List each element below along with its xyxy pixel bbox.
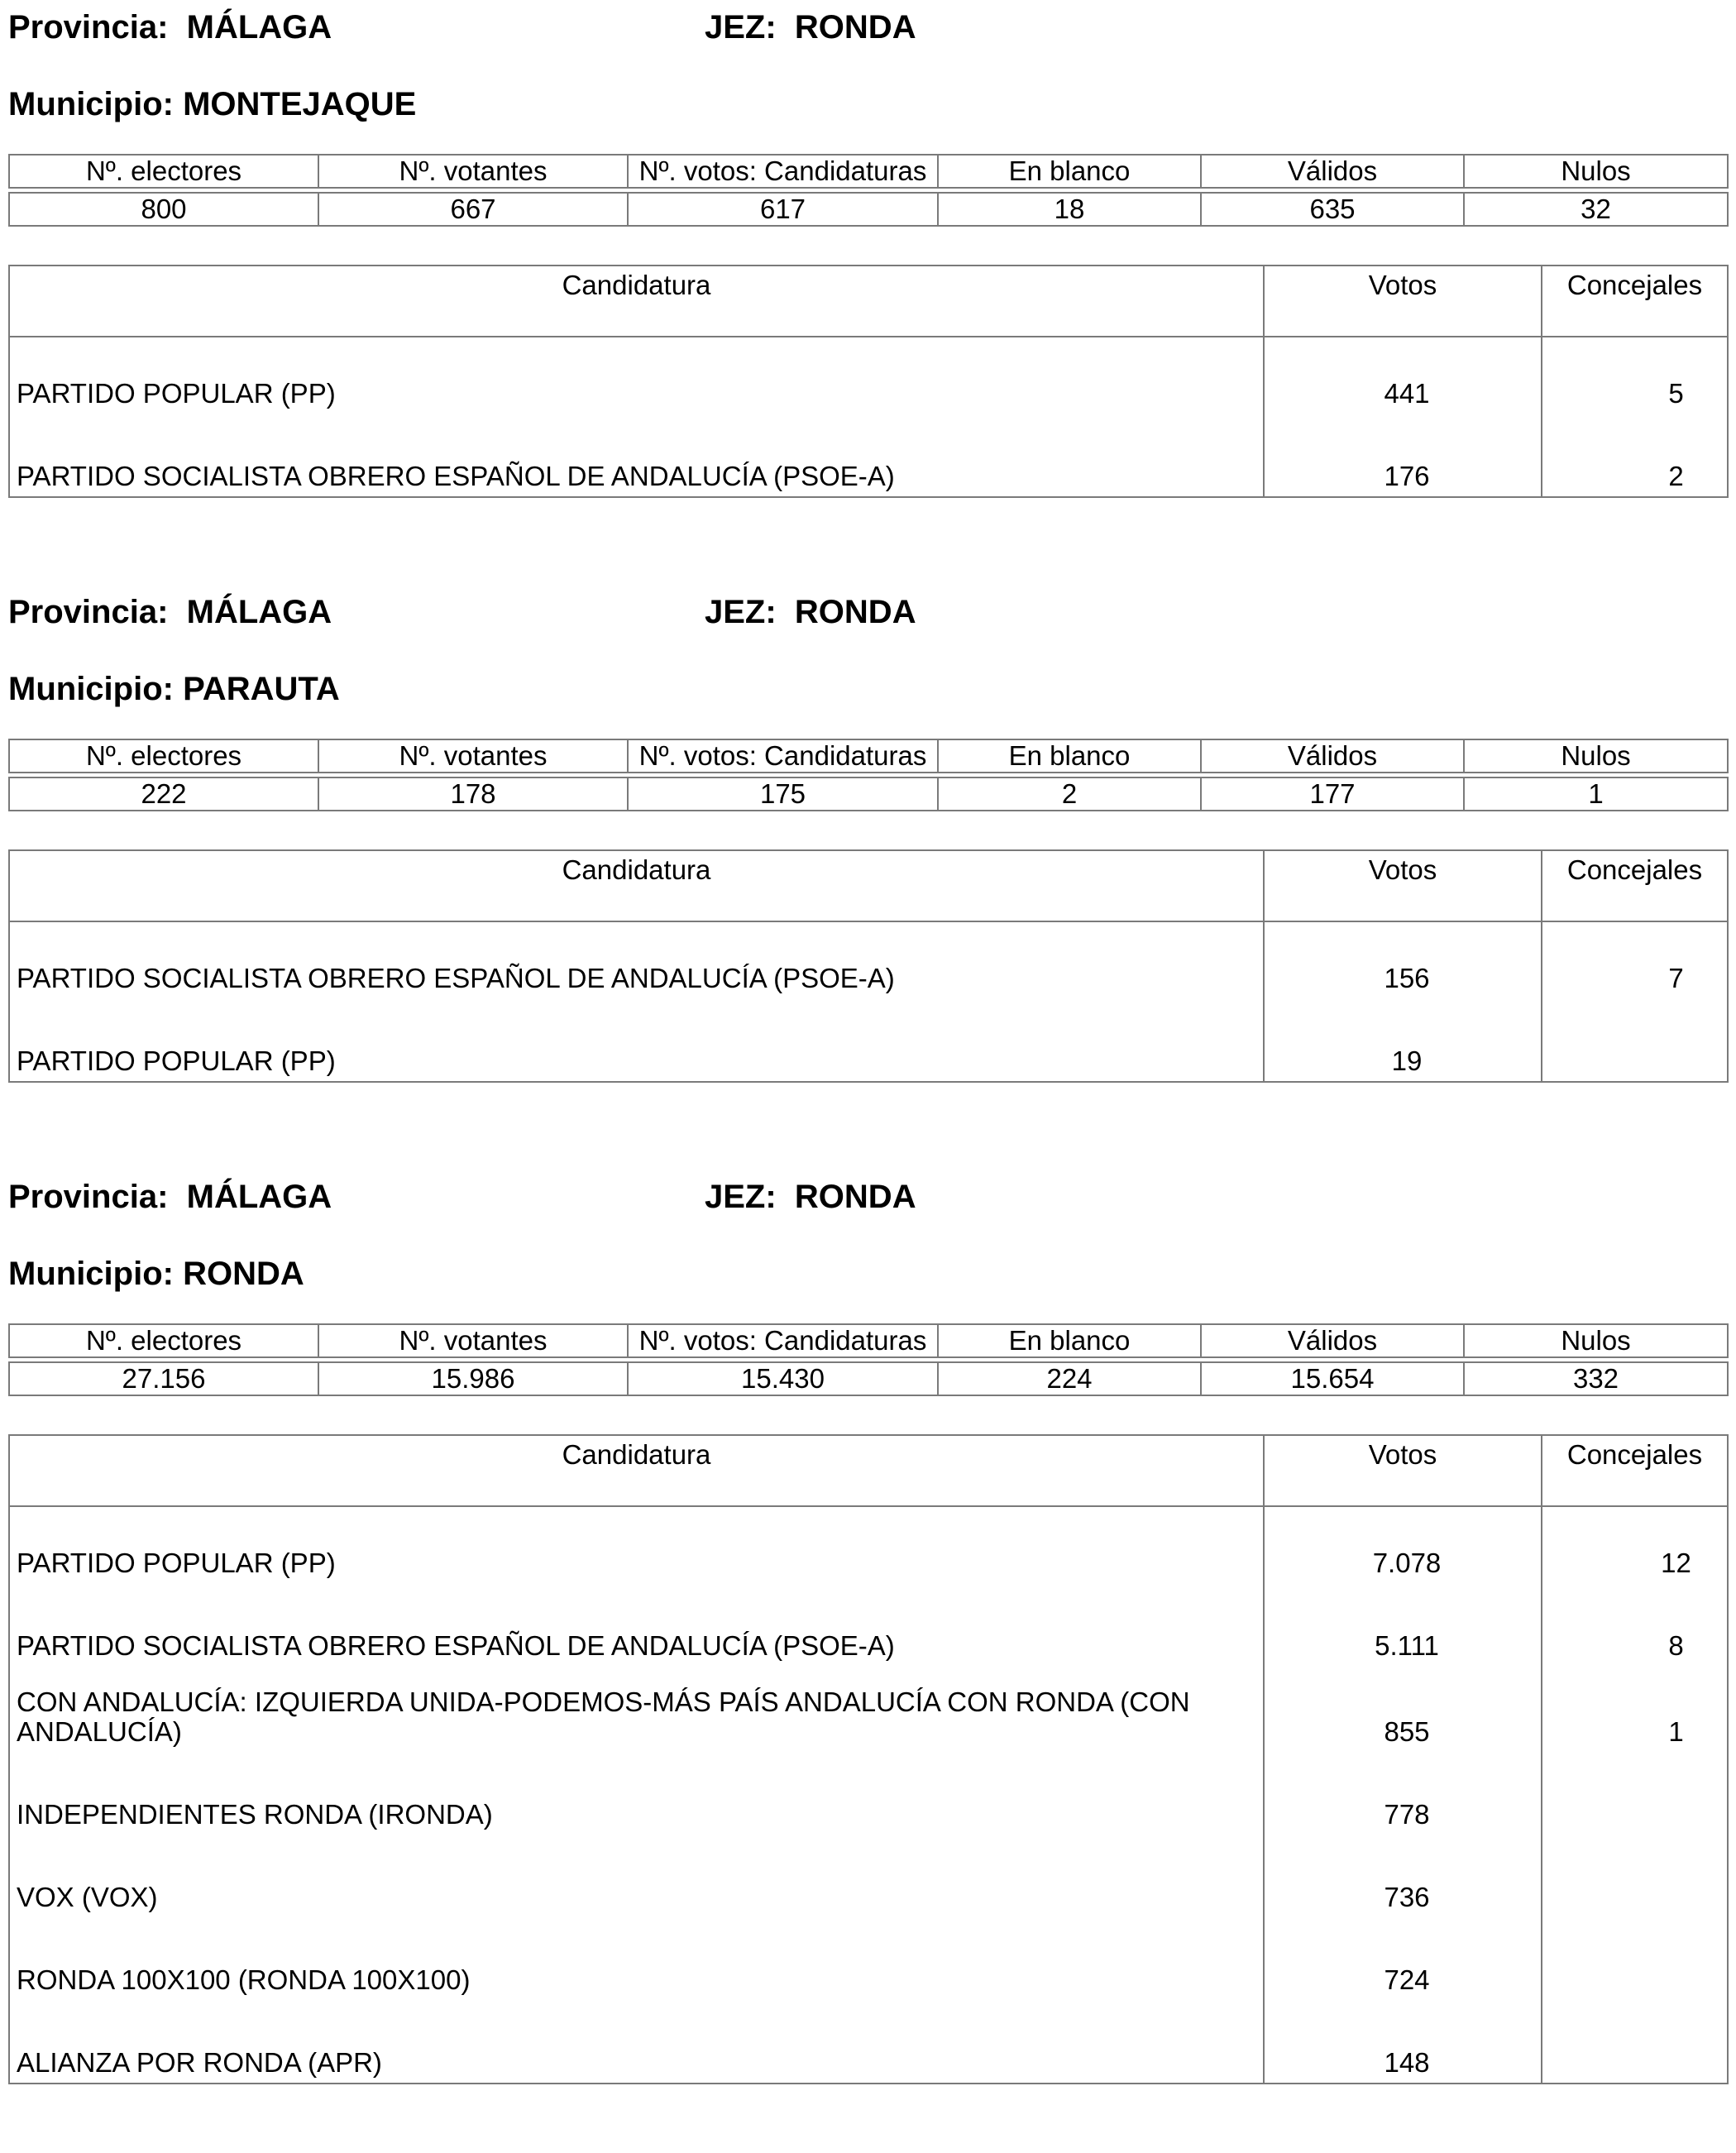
- stats-value: 2: [938, 777, 1201, 811]
- stats-value: 635: [1201, 193, 1464, 226]
- table-row: [9, 1758, 1728, 1841]
- cand-concejales: 12: [1542, 1506, 1728, 1590]
- cand-header: Concejales: [1542, 266, 1728, 337]
- jez-line: JEZ: RONDA: [705, 1179, 916, 1215]
- stats-table: [8, 1323, 1729, 1396]
- stats-header: Nº. votos: Candidaturas: [628, 739, 938, 773]
- stats-value-row: [9, 777, 1728, 811]
- cand-concejales: [1542, 1924, 1728, 2007]
- section-montejaque: [8, 7, 1727, 491]
- cand-votos: 19: [1264, 1005, 1542, 1082]
- candidatura-table: [8, 849, 1729, 1083]
- table-row: [9, 1924, 1728, 2007]
- municipio-value: RONDA: [183, 1256, 304, 1292]
- stats-value: 224: [938, 1362, 1201, 1395]
- cand-name: RONDA 100X100 (RONDA 100X100): [9, 1924, 1264, 2007]
- stats-value: 15.986: [318, 1362, 628, 1395]
- stats-header: Válidos: [1201, 155, 1464, 188]
- cand-name: PARTIDO SOCIALISTA OBRERO ESPAÑOL DE ANDALUCÍA (PSOE-A): [9, 1590, 1264, 1672]
- stats-value: 177: [1201, 777, 1464, 811]
- stats-value: 178: [318, 777, 628, 811]
- candidatura-table: [8, 265, 1729, 498]
- stats-header: Nulos: [1464, 155, 1728, 188]
- stats-value-row: [9, 1362, 1728, 1395]
- municipio-value: PARAUTA: [183, 671, 340, 707]
- table-row: [9, 921, 1728, 1005]
- cand-votos: 736: [1264, 1841, 1542, 1924]
- table-row: [9, 2007, 1728, 2084]
- cand-concejales: 5: [1542, 337, 1728, 420]
- municipio-title: Municipio: MONTEJAQUE: [8, 86, 417, 122]
- cand-votos: 156: [1264, 921, 1542, 1005]
- stats-header: En blanco: [938, 155, 1201, 188]
- stats-header-row: [9, 155, 1728, 188]
- municipio-title: Municipio: RONDA: [8, 1256, 304, 1292]
- cand-concejales: 2: [1542, 420, 1728, 497]
- jez-value: RONDA: [794, 9, 916, 45]
- table-row: [9, 1005, 1728, 1082]
- stats-header: En blanco: [938, 739, 1201, 773]
- cand-header-row: [9, 850, 1728, 921]
- stats-header: Nº. votantes: [318, 155, 628, 188]
- cand-concejales: 1: [1542, 1672, 1728, 1758]
- stats-header-row: [9, 1324, 1728, 1357]
- stats-value: 15.654: [1201, 1362, 1464, 1395]
- stats-value: 1: [1464, 777, 1728, 811]
- cand-header: Votos: [1264, 266, 1542, 337]
- stats-header: Nulos: [1464, 739, 1728, 773]
- stats-header: Nº. electores: [9, 155, 318, 188]
- stats-value: 617: [628, 193, 938, 226]
- candidatura-table: [8, 1434, 1729, 2084]
- stats-value: 18: [938, 193, 1201, 226]
- municipio-title: Municipio: PARAUTA: [8, 671, 340, 707]
- cand-votos: 855: [1264, 1672, 1542, 1758]
- stats-value: 667: [318, 193, 628, 226]
- section-header: [8, 1176, 1727, 1218]
- provincia-value: MÁLAGA: [186, 9, 332, 45]
- jez-line: JEZ: RONDA: [705, 9, 916, 45]
- stats-header: En blanco: [938, 1324, 1201, 1357]
- stats-value: 15.430: [628, 1362, 938, 1395]
- cand-header: Votos: [1264, 850, 1542, 921]
- section-parauta: [8, 591, 1727, 1076]
- cand-votos: 5.111: [1264, 1590, 1542, 1672]
- stats-header: Válidos: [1201, 739, 1464, 773]
- jez-value: RONDA: [794, 594, 916, 630]
- stats-header: Nº. votantes: [318, 1324, 628, 1357]
- stats-value: 175: [628, 777, 938, 811]
- cand-name: VOX (VOX): [9, 1841, 1264, 1924]
- cand-votos: 778: [1264, 1758, 1542, 1841]
- stats-value: 32: [1464, 193, 1728, 226]
- stats-value: 222: [9, 777, 318, 811]
- cand-header: Candidatura: [9, 850, 1264, 921]
- table-row: [9, 337, 1728, 420]
- stats-value: 332: [1464, 1362, 1728, 1395]
- cand-name: CON ANDALUCÍA: IZQUIERDA UNIDA-PODEMOS-MÁS PAÍS ANDALUCÍA CON RONDA (CON ANDALUCÍA): [9, 1672, 1264, 1758]
- jez-value: RONDA: [794, 1179, 916, 1215]
- section-header: [8, 7, 1727, 48]
- stats-value: 27.156: [9, 1362, 318, 1395]
- cand-header-row: [9, 1435, 1728, 1506]
- cand-concejales: [1542, 1005, 1728, 1082]
- cand-votos: 441: [1264, 337, 1542, 420]
- table-row: [9, 1506, 1728, 1590]
- stats-header: Válidos: [1201, 1324, 1464, 1357]
- cand-concejales: [1542, 1841, 1728, 1924]
- provincia-value: MÁLAGA: [186, 594, 332, 630]
- table-row: [9, 1590, 1728, 1672]
- provincia-line: Provincia: MÁLAGA: [8, 1179, 332, 1215]
- cand-name: ALIANZA POR RONDA (APR): [9, 2007, 1264, 2084]
- cand-concejales: [1542, 1758, 1728, 1841]
- stats-value: 800: [9, 193, 318, 226]
- cand-votos: 176: [1264, 420, 1542, 497]
- provincia-line: Provincia: MÁLAGA: [8, 594, 332, 630]
- cand-header-row: [9, 266, 1728, 337]
- cand-concejales: 7: [1542, 921, 1728, 1005]
- stats-table: [8, 739, 1729, 811]
- cand-votos: 148: [1264, 2007, 1542, 2084]
- cand-votos: 7.078: [1264, 1506, 1542, 1590]
- cand-concejales: 8: [1542, 1590, 1728, 1672]
- cand-header: Concejales: [1542, 1435, 1728, 1506]
- cand-name: PARTIDO SOCIALISTA OBRERO ESPAÑOL DE ANDALUCÍA (PSOE-A): [9, 921, 1264, 1005]
- stats-header: Nº. votos: Candidaturas: [628, 155, 938, 188]
- cand-votos: 724: [1264, 1924, 1542, 2007]
- section-header: [8, 591, 1727, 633]
- stats-header-row: [9, 739, 1728, 773]
- stats-header: Nº. electores: [9, 1324, 318, 1357]
- stats-table: [8, 154, 1729, 227]
- cand-header: Votos: [1264, 1435, 1542, 1506]
- cand-header: Candidatura: [9, 1435, 1264, 1506]
- table-row: [9, 1841, 1728, 1924]
- cand-name: PARTIDO POPULAR (PP): [9, 1005, 1264, 1082]
- stats-header: Nulos: [1464, 1324, 1728, 1357]
- cand-header: Concejales: [1542, 850, 1728, 921]
- municipio-value: MONTEJAQUE: [183, 86, 417, 122]
- cand-concejales: [1542, 2007, 1728, 2084]
- section-ronda: [8, 1176, 1727, 2078]
- stats-header: Nº. votantes: [318, 739, 628, 773]
- cand-name: PARTIDO POPULAR (PP): [9, 337, 1264, 420]
- stats-header: Nº. electores: [9, 739, 318, 773]
- cand-name: INDEPENDIENTES RONDA (IRONDA): [9, 1758, 1264, 1841]
- table-row: [9, 420, 1728, 497]
- provincia-line: Provincia: MÁLAGA: [8, 9, 332, 45]
- jez-line: JEZ: RONDA: [705, 594, 916, 630]
- stats-header: Nº. votos: Candidaturas: [628, 1324, 938, 1357]
- cand-name: PARTIDO POPULAR (PP): [9, 1506, 1264, 1590]
- cand-name: PARTIDO SOCIALISTA OBRERO ESPAÑOL DE ANDALUCÍA (PSOE-A): [9, 420, 1264, 497]
- provincia-value: MÁLAGA: [186, 1179, 332, 1215]
- stats-value-row: [9, 193, 1728, 226]
- cand-header: Candidatura: [9, 266, 1264, 337]
- table-row: [9, 1672, 1728, 1758]
